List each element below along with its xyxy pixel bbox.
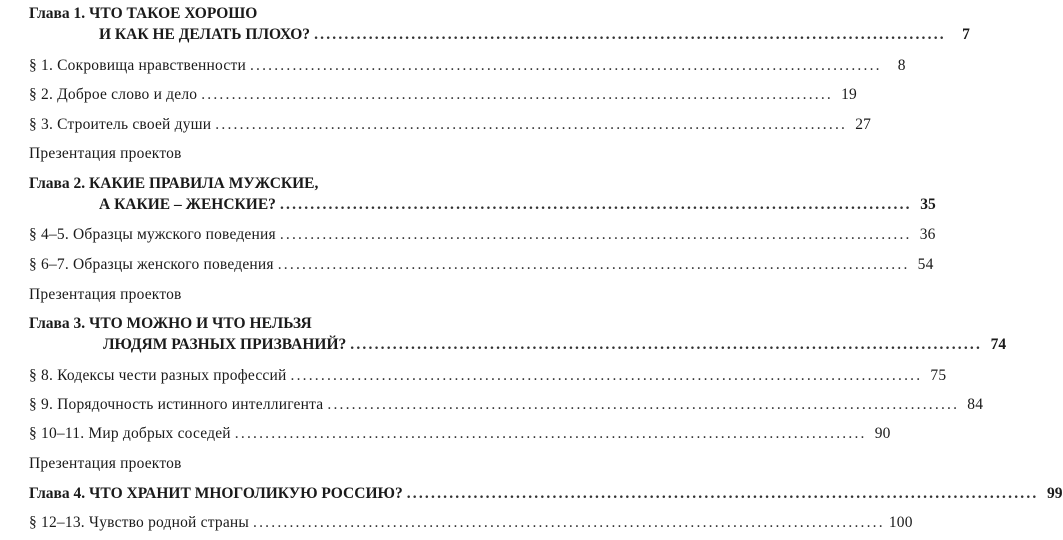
toc-entry-page: 27 bbox=[855, 116, 872, 133]
toc-entry-3 bbox=[29, 115, 872, 135]
chapter-2-title-line2 bbox=[29, 195, 936, 215]
leader-dots: ........................................................................................................ bbox=[234, 425, 867, 442]
chapter-2-heading: Глава 2. КАКИЕ ПРАВИЛА МУЖСКИЕ, bbox=[29, 175, 319, 192]
chapter-1-heading: Глава 1. ЧТО ТАКОЕ ХОРОШО bbox=[29, 5, 258, 22]
chapter-4-page: 99 bbox=[1047, 485, 1063, 502]
toc-entry-page: 75 bbox=[930, 367, 947, 384]
toc-entry-title: § 8. Кодексы чести разных профессий bbox=[29, 367, 287, 384]
chapter-1-title-line1 bbox=[29, 4, 581, 24]
toc-entry-title: § 4–5. Образцы мужского поведения bbox=[29, 226, 276, 243]
chapter-2-heading-cont: А КАКИЕ – ЖЕНСКИЕ? bbox=[99, 196, 276, 213]
toc-entry-title: § 9. Порядочность истинного интеллигента bbox=[29, 396, 324, 413]
chapter-3-page: 74 bbox=[990, 336, 1007, 353]
projects-label: Презентация проектов bbox=[29, 286, 182, 303]
leader-dots: ........................................................................................................ bbox=[290, 367, 923, 384]
chapter-2-page: 35 bbox=[920, 196, 936, 213]
projects-presentation-3 bbox=[29, 454, 581, 474]
chapter-1-page: 7 bbox=[962, 26, 970, 43]
projects-presentation-2 bbox=[29, 285, 581, 305]
toc-entry-title: § 12–13. Чувство родной страны bbox=[29, 514, 250, 531]
toc-entry-page: 54 bbox=[917, 256, 934, 273]
chapter-3-title-line1 bbox=[29, 314, 581, 334]
leader-dots: ........................................................................................................ bbox=[350, 336, 983, 353]
toc-entry-8 bbox=[29, 424, 891, 444]
leader-dots: ........................................................................................................ bbox=[253, 514, 885, 531]
chapter-2-title-line1 bbox=[29, 174, 581, 194]
projects-presentation-1 bbox=[29, 144, 581, 164]
toc-entry-6 bbox=[29, 366, 947, 386]
chapter-4-heading: Глава 4. ЧТО ХРАНИТ МНОГОЛИКУЮ РОССИЮ? bbox=[29, 485, 403, 502]
toc-entry-5 bbox=[29, 255, 934, 275]
leader-dots: ........................................................................................................ bbox=[406, 485, 1039, 502]
toc-entry-4 bbox=[29, 225, 936, 245]
toc-entry-page: 8 bbox=[897, 57, 906, 74]
toc-entry-page: 36 bbox=[919, 226, 936, 243]
chapter-3-title-line2 bbox=[29, 335, 1007, 355]
chapter-3-heading: Глава 3. ЧТО МОЖНО И ЧТО НЕЛЬЗЯ bbox=[29, 315, 312, 332]
leader-dots: ........................................................................................................ bbox=[215, 116, 848, 133]
toc-entry-9 bbox=[29, 513, 913, 533]
leader-dots: ........................................................................................................ bbox=[277, 256, 910, 273]
toc-entry-title: § 2. Доброе слово и дело bbox=[29, 86, 198, 103]
toc-entry-page: 90 bbox=[874, 425, 891, 442]
leader-dots: ........................................................................................................ bbox=[279, 196, 912, 213]
chapter-1-heading-cont: И КАК НЕ ДЕЛАТЬ ПЛОХО? bbox=[99, 26, 311, 43]
leader-dots: ........................................................................................................ bbox=[327, 396, 960, 413]
toc-entry-title: § 3. Строитель своей души bbox=[29, 116, 212, 133]
toc-entry-page: 19 bbox=[841, 86, 858, 103]
toc-entry-title: § 6–7. Образцы женского поведения bbox=[29, 256, 274, 273]
leader-dots: ........................................................................................................ bbox=[314, 26, 946, 43]
chapter-1-title-line2 bbox=[29, 25, 970, 45]
chapter-3-heading-cont: ЛЮДЯМ РАЗНЫХ ПРИЗВАНИЙ? bbox=[103, 336, 347, 353]
toc-entry-page: 84 bbox=[967, 396, 984, 413]
chapter-4-title bbox=[29, 484, 1063, 504]
toc-entry-2 bbox=[29, 85, 858, 105]
toc-entry-1 bbox=[29, 56, 906, 76]
projects-label: Презентация проектов bbox=[29, 455, 182, 472]
toc-entry-title: § 10–11. Мир добрых соседей bbox=[29, 425, 231, 442]
projects-label: Презентация проектов bbox=[29, 145, 182, 162]
toc-entry-title: § 1. Сокровища нравственности bbox=[29, 57, 246, 74]
leader-dots: ........................................................................................................ bbox=[201, 86, 834, 103]
toc-entry-7 bbox=[29, 395, 984, 415]
leader-dots: ........................................................................................................ bbox=[279, 226, 912, 243]
leader-dots: ........................................................................................................ bbox=[249, 57, 882, 74]
toc-entry-page: 100 bbox=[888, 514, 913, 531]
